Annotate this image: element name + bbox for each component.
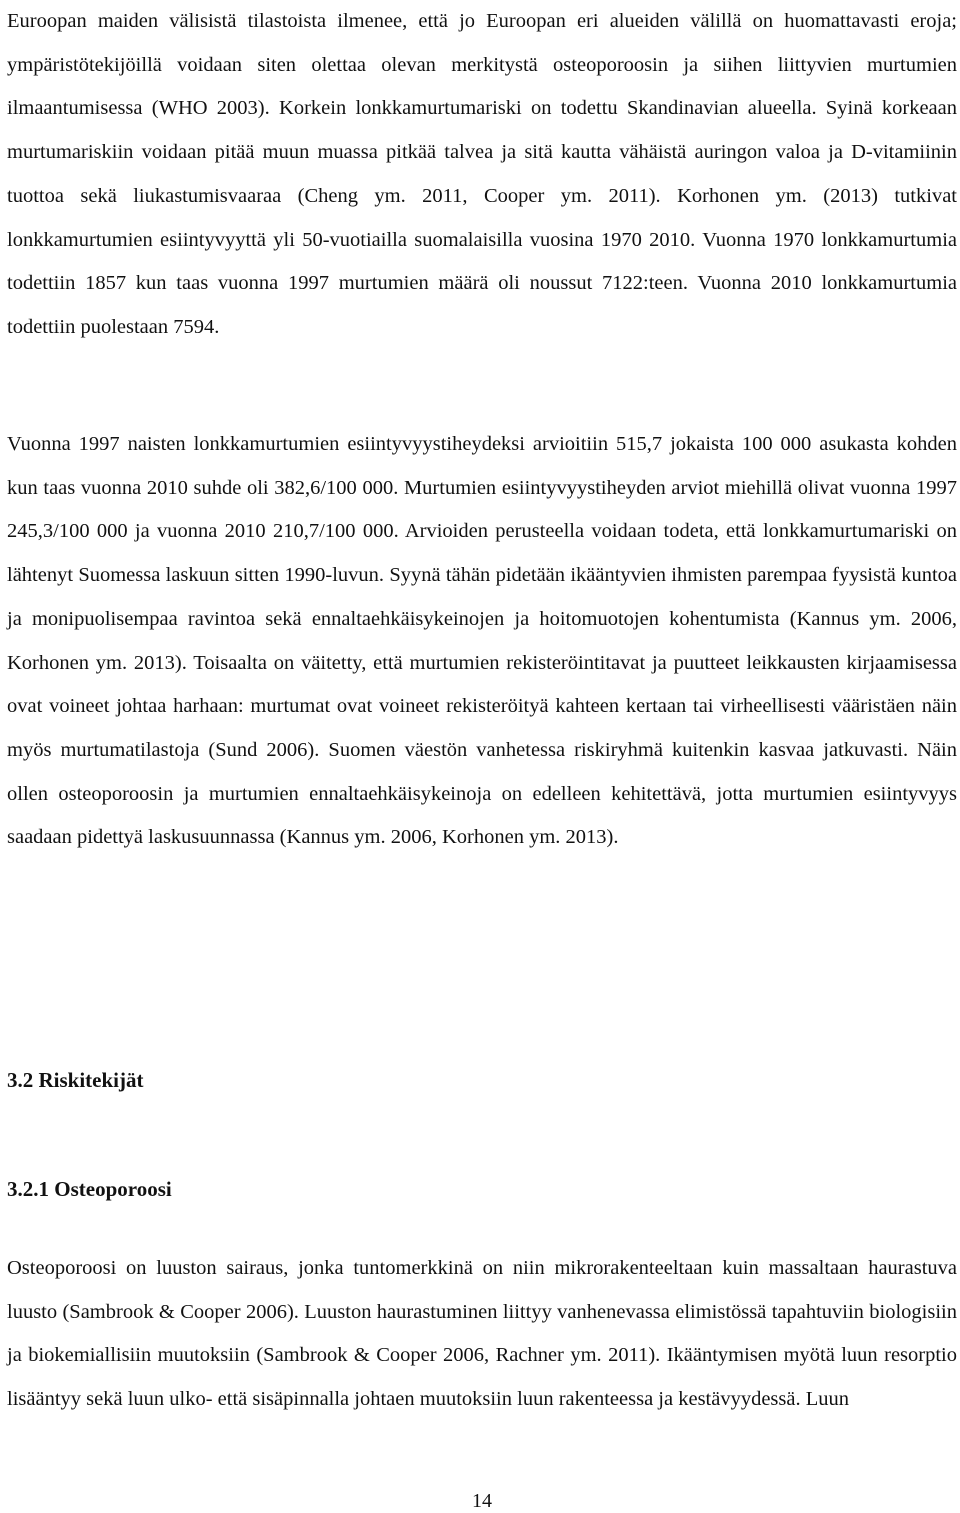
page-number: 14 <box>472 1490 492 1512</box>
subsection-heading-osteoporosis: 3.2.1 Osteoporoosi <box>7 1177 172 1201</box>
paragraph-fracture-incidence: Vuonna 1997 naisten lonkkamurtumien esiintyvyystiheydeksi arvioitiin 515,7 jokaista 100 000 asukasta kohden kun taas vuonna 2010 suhde oli 382,6/100 000. Murtumien esiintyvyystiheyden arviot miehillä olivat vuonna 1997 245,3/100 000 ja vuonna 2010 210,7/100 000. Arvioiden perusteella voidaan todeta, että lonkkamurtumariski on lähtenyt Suomessa laskuun sitten 1990-luvun. Syynä tähän pidetään ikääntyvien ihmisten parempaa fyysistä kuntoa ja monipuolisempaa ravintoa sekä ennaltaehkäisykeinojen ja hoitomuotojen kohentumista (Kannus ym. 2006, Korhonen ym. 2013). Toisaalta on väitetty, että murtumien rekisteröintitavat ja puutteet leikkausten kirjaamisessa ovat voineet johtaa harhaan: murtumat ovat voineet rekisteröityä kahteen kertaan tai virheellisesti vääristäen näin myös murtumatilastoja (Sund 2006). Suomen väestön vanhetessa riskiryhmä kuitenkin kasvaa jatkuvasti. Näin ollen osteoporoosin ja murtumien ennaltaehkäisykeinoja on edelleen kehitettävä, jotta murtumien esiintyvyys saadaan pidettyä laskusuunnassa (Kannus ym. 2006, Korhonen ym. 2013). <box>7 433 957 849</box>
document-page <box>7 0 957 1513</box>
section-heading-risk-factors: 3.2 Riskitekijät <box>7 1068 144 1092</box>
paragraph-osteoporosis-definition: Osteoporoosi on luuston sairaus, jonka tuntomerkkinä on niin mikrorakenteeltaan kuin massaltaan haurastuva luusto (Sambrook & Cooper 2006). Luuston haurastuminen liittyy vanhenevassa elimistössä tapahtuviin biologisiin ja biokemiallisiin muutoksiin (Sambrook & Cooper 2006, Rachner ym. 2011). Ikääntymisen myötä luun resorptio lisääntyy sekä luun ulko- että sisäpinnalla johtaen muutoksiin luun rakenteessa ja kestävyydessä. Luun <box>7 1257 957 1411</box>
paragraph-hip-fracture-statistics: Euroopan maiden välisistä tilastoista ilmenee, että jo Euroopan eri alueiden välillä on huomattavasti eroja; ympäristötekijöillä voidaan siten olettaa olevan merkitystä osteoporoosin ja siihen liittyvien murtumien ilmaantumisessa (WHO 2003). Korkein lonkkamurtumariski on todettu Skandinavian alueella. Syinä korkeaan murtumariskiin voidaan pitää muun muassa pitkää talvea ja sitä kautta vähäistä auringon valoa ja D-vitamiinin tuottoa sekä liukastumisvaaraa (Cheng ym. 2011, Cooper ym. 2011). Korhonen ym. (2013) tutkivat lonkkamurtumien esiintyvyyttä yli 50-vuotiailla suomalaisilla vuosina 1970 2010. Vuonna 1970 lonkkamurtumia todettiin 1857 kun taas vuonna 1997 murtumien määrä oli noussut 7122:teen. Vuonna 2010 lonkkamurtumia todettiin puolestaan 7594. <box>7 10 957 338</box>
